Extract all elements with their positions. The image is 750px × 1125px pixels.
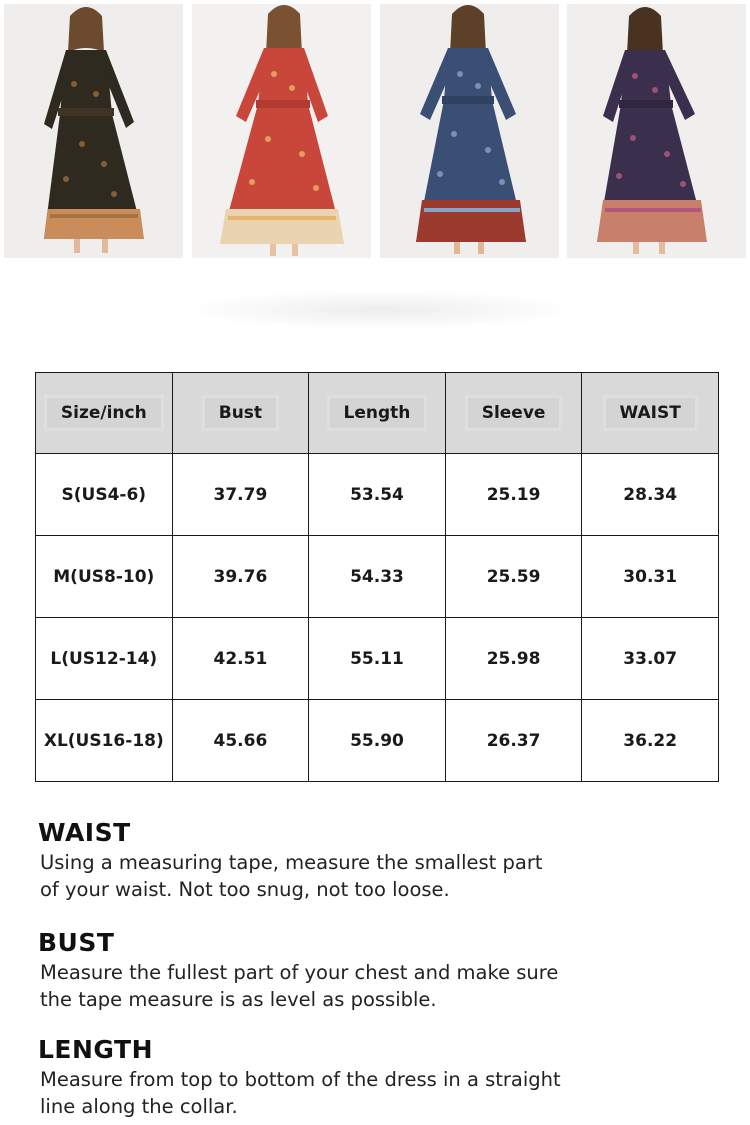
cell-waist: 36.22: [582, 700, 719, 782]
dress-photo-strip: [0, 0, 750, 260]
waist-guide-line-1: Using a measuring tape, measure the smallest part: [40, 851, 543, 874]
bust-guide: [38, 928, 638, 1013]
waist-guide-text: [40, 849, 638, 903]
cell-waist: 33.07: [582, 618, 719, 700]
bust-guide-line-2: the tape measure is as level as possible.: [40, 988, 437, 1011]
cell-size: L(US12-14): [36, 618, 173, 700]
dress-photo-black-floral: [4, 4, 183, 258]
waist-guide-line-2: of your waist. Not too snug, not too loose.: [40, 878, 450, 901]
length-guide: [38, 1035, 638, 1120]
bust-guide-line-1: Measure the fullest part of your chest and make sure: [40, 961, 559, 984]
header-sleeve: [445, 373, 582, 454]
dress-photo-red-floral: [192, 4, 371, 258]
dress-photo-navy-floral-illustration: [380, 4, 559, 258]
header-waist: [582, 373, 719, 454]
header-length-label: Length: [330, 398, 425, 428]
length-guide-text: [40, 1066, 638, 1120]
header-waist-label: WAIST: [606, 398, 695, 428]
header-bust-label: Bust: [205, 398, 276, 428]
dress-photo-black-floral-illustration: [4, 4, 183, 258]
bust-guide-text: [40, 959, 638, 1013]
cell-size: XL(US16-18): [36, 700, 173, 782]
waist-guide: [38, 818, 638, 903]
cell-waist: 28.34: [582, 454, 719, 536]
table-row: [36, 536, 719, 618]
table-row: [36, 700, 719, 782]
cell-length: 55.90: [309, 700, 446, 782]
header-bust: [172, 373, 309, 454]
table-row: [36, 618, 719, 700]
header-size-label: Size/inch: [47, 398, 161, 428]
cell-length: 54.33: [309, 536, 446, 618]
dress-photo-navy-floral: [380, 4, 559, 258]
table-row: [36, 454, 719, 536]
size-chart-table: [35, 372, 719, 782]
waist-guide-title: WAIST: [38, 818, 131, 847]
length-guide-line-2: line along the collar.: [40, 1095, 238, 1118]
dress-photo-red-floral-illustration: [192, 4, 371, 258]
cell-bust: 39.76: [172, 536, 309, 618]
cell-size: S(US4-6): [36, 454, 173, 536]
decorative-glow: [180, 290, 580, 330]
cell-length: 55.11: [309, 618, 446, 700]
dress-photo-purple-floral: [567, 4, 746, 258]
table-header-row: [36, 373, 719, 454]
cell-waist: 30.31: [582, 536, 719, 618]
cell-length: 53.54: [309, 454, 446, 536]
dress-photo-purple-floral-illustration: [567, 4, 746, 258]
cell-sleeve: 26.37: [445, 700, 582, 782]
cell-bust: 37.79: [172, 454, 309, 536]
cell-sleeve: 25.59: [445, 536, 582, 618]
cell-sleeve: 25.98: [445, 618, 582, 700]
header-length: [309, 373, 446, 454]
cell-bust: 42.51: [172, 618, 309, 700]
bust-guide-title: BUST: [38, 928, 115, 957]
length-guide-title: LENGTH: [38, 1035, 153, 1064]
cell-size: M(US8-10): [36, 536, 173, 618]
length-guide-line-1: Measure from top to bottom of the dress in a straight: [40, 1068, 561, 1091]
cell-sleeve: 25.19: [445, 454, 582, 536]
cell-bust: 45.66: [172, 700, 309, 782]
header-size: [36, 373, 173, 454]
header-sleeve-label: Sleeve: [468, 398, 560, 428]
